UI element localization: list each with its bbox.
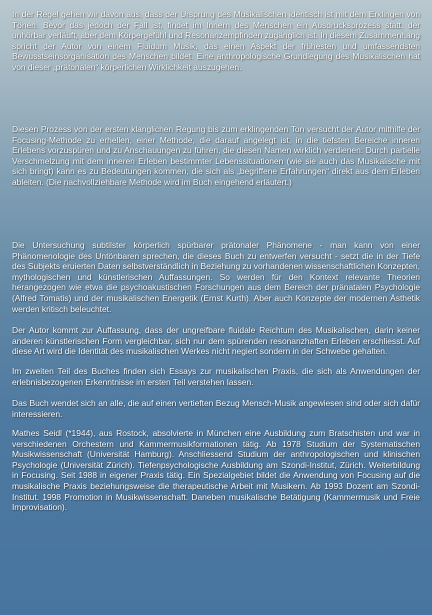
blurb-paragraph-conclusion: Der Autor kommt zur Auffassung, dass der ungreifbare fluidale Reichtum des Musikalischen, darin keiner anderen künstlerischen Form vergleichbar, sich nur dem spürenden resonanzhaften Erleben erschliesst. Auf diese Art wird die Identität des musikalischen Werkes nicht negiert sondern in der Schwebe gehalten. — [12, 325, 420, 357]
author-biography: Mathes Seidl (*1944), aus Rostock, absolvierte in München eine Ausbildung zum Bratschisten und war in verschiedenen Orchestern und Kammermusikformationen tätig. Ab 1978 Studium der Systematischen Musikwissenschaft (Universität Hamburg). Anschliessend Studium der anthropologischen und klinischen Psychologie (Universität Zürich). Tiefenpsychologische Ausbildung am Szondi-Institut, Zürich. Weiterbildung in Focusing. Seit 1988 in eigener Praxis tätig. Ein Spezialgebiet bildet die Anwendung von Focusing auf die musikalische Praxis beziehungsweise die therapeutische Arbeit mit Musikern. Ab 1993 Dozent am Szondi-Institut. 1998 Promotion in Musikwissenschaft. Daneben musikalische Betätigung (Kammermusik und Freie Improvisation). — [12, 428, 420, 513]
blurb-paragraph-origin: In der Regel gehen wir davon aus, dass der Ursprung des Musikalischen identisch ist mit dem Erklingen von Tönen. Bevor das jedoch der Fall ist, findet im Innern des Menschen ein Ausdrucksprozess statt, der unhörbar verläuft, aber dem Körpergefühl und Resonanzempfinden zugänglich ist. In diesem Zusammenhang spricht der Autor von einem Fluidum Musik, das einen Aspekt der frühesten und umfassendsten Bewusstseinsorganisation des Menschen bildet. Eine anthropologische Grundlegung des Musikalischen hat von dieser „prätonalen“ körperlichen Wirklichkeit auszugehen. — [12, 9, 420, 72]
blurb-paragraph-focusing-method: Diesen Prozess von der ersten klanglichen Regung bis zum erklingenden Ton versucht der Autor mithilfe der Focusing-Methode zu erhellen, einer Methode, die darauf angelegt ist, in die tiefsten Bereiche inneren Erlebens vorzuspüren und zu Anschauungen zu führen, die diesen Namen wirklich verdienen: Durch partielle Verschmelzung mit dem inneren Erleben bestimmter Lebenssituationen (wie sie auch das Musikalische mit sich bringt) kann es zu Bedeutungen kommen, die sich als „begriffene Erfahrungen“ direkt aus dem Erleben ableiten. (Die nachvollziehbare Methode wird im Buch eingehend erläutert.) — [12, 124, 420, 187]
blurb-paragraph-second-part: Im zweiten Teil des Buches finden sich Essays zur musikalischen Praxis, die sich als Anwendungen der erlebnisbezogenen Erkenntnisse im ersten Teil verstehen lassen. — [12, 366, 420, 387]
blurb-paragraph-audience: Das Buch wendet sich an alle, die auf einen vertieften Bezug Mensch-Musik angewiesen sind oder sich dafür interessieren. — [12, 398, 420, 419]
blurb-paragraph-phenomenology: Die Untersuchung subtilster körperlich spürbarer prätonaler Phänomene - man kann von einer Phänomenologie des Untönbaren sprechen, die dieses Buch zu entwerfen versucht - setzt die in der Tiefe des Subjekts eruierten Daten selbstverständlich in Beziehung zu vorhandenen wissenschaftlichen Konzepten, mythologischen und künstlerischen Auffassungen. So werden für den Kontext relevante Theorien herangezogen wie etwa die psychoakustischen Forschungen aus dem Bereich der pränatalen Psychologie (Alfred Tomatis) und der musikalischen Energetik (Ernst Kurth). Aber auch Konzepte der modernen Ästhetik werden kritisch beleuchtet. — [12, 240, 420, 314]
